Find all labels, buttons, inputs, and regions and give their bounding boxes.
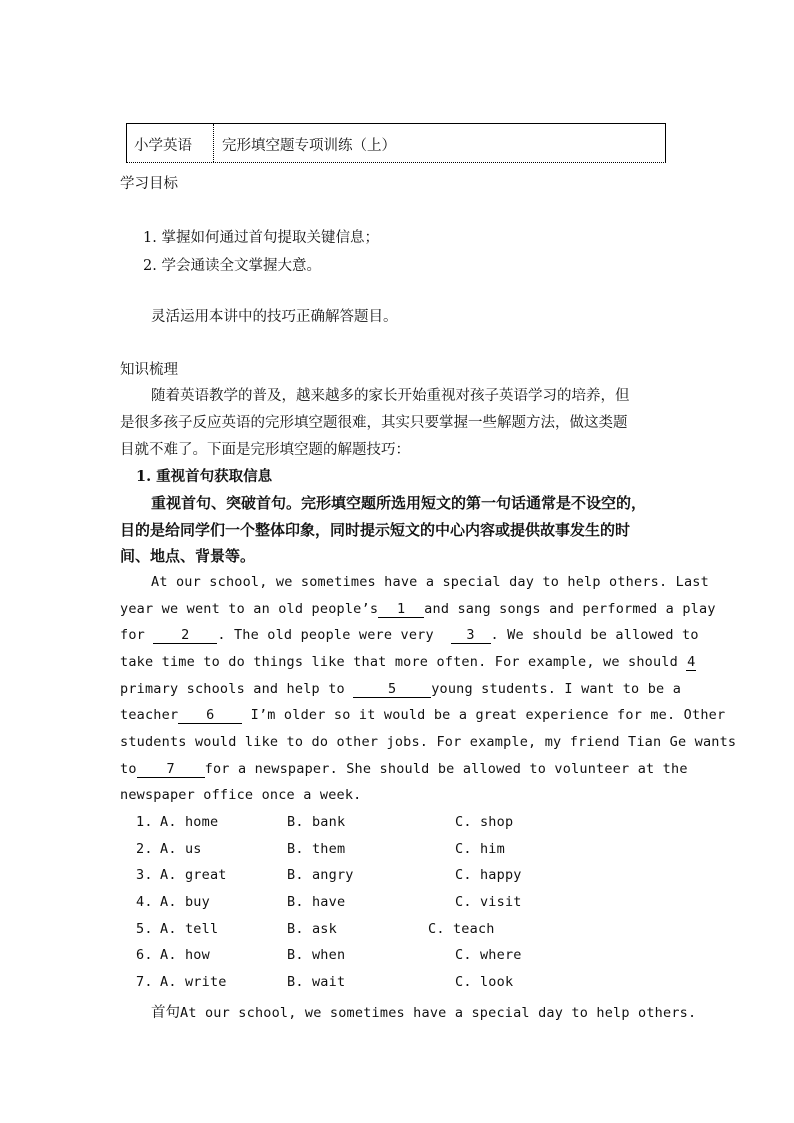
option-c: C. look — [455, 974, 514, 990]
option-a: A. write — [160, 974, 227, 990]
option-number: 7. — [136, 974, 153, 990]
option-a: A. tell — [160, 921, 219, 937]
header-divider — [213, 124, 214, 162]
option-a: A. great — [160, 867, 227, 883]
bold-para-line-2: 目的是给同学们一个整体印象，同时提示短文的中心内容或提供故事发生的时 — [120, 521, 631, 539]
passage-line: year we went to an old people’s 1 and sang songs and performed a play — [120, 601, 716, 617]
knowledge-para-line-1: 随着英语教学的普及，越来越多的家长开始重视对孩子英语学习的培养，但 — [151, 388, 630, 404]
objective-item-2: 2. 学会通读全文掌握大意。 — [143, 258, 321, 274]
option-b: B. when — [287, 947, 346, 963]
option-number: 1. — [136, 814, 153, 830]
option-b: B. have — [287, 894, 346, 910]
option-number: 2. — [136, 841, 153, 857]
header-table — [126, 123, 666, 163]
knowledge-para-line-3: 目就不难了。下面是完形填空题的解题技巧： — [120, 442, 410, 458]
lesson-title: 完形填空题专项训练（上） — [222, 138, 396, 154]
option-c: C. teach — [428, 921, 495, 937]
option-c: C. shop — [455, 814, 514, 830]
passage-line: students would like to do other jobs. For example, my friend Tian Ge wants — [120, 734, 737, 750]
objectives-heading: 学习目标 — [120, 176, 178, 192]
option-a: A. us — [160, 841, 202, 857]
option-number: 6. — [136, 947, 153, 963]
first-sentence-label: 首句 — [151, 1005, 180, 1021]
blank-1: 1 — [378, 602, 424, 618]
blank-3: 3 — [451, 628, 491, 644]
passage-line: primary schools and help to 5 young students. I want to be a — [120, 681, 682, 697]
option-number: 4. — [136, 894, 153, 910]
blank-2: 2 — [153, 628, 217, 644]
passage-line: teacher 6 I’m older so it would be a great experience for me. Other — [120, 707, 726, 723]
option-c: C. where — [455, 947, 522, 963]
passage-line: newspaper office once a week. — [120, 787, 362, 803]
section-title: 1. 重视首句获取信息 — [136, 468, 273, 485]
option-b: B. ask — [287, 921, 337, 937]
blank-7: 7 — [137, 762, 205, 778]
knowledge-para-line-2: 是很多孩子反应英语的完形填空题很难，其实只要掌握一些解题方法，做这类题 — [120, 415, 628, 431]
passage-line: for 2 . The old people were very 3 . We should be allowed to — [120, 627, 699, 643]
option-a: A. buy — [160, 894, 210, 910]
option-a: A. how — [160, 947, 210, 963]
passage-line: to 7 for a newspaper. She should be allowed to volunteer at the — [120, 761, 688, 777]
option-b: B. wait — [287, 974, 346, 990]
option-b: B. them — [287, 841, 346, 857]
bold-para-line-3: 间、地点、背景等。 — [120, 547, 256, 565]
option-number: 3. — [136, 867, 153, 883]
option-c: C. him — [455, 841, 505, 857]
knowledge-heading: 知识梳理 — [120, 362, 178, 378]
objective-item-1: 1. 掌握如何通过首句提取关键信息； — [143, 230, 379, 246]
option-b: B. bank — [287, 814, 346, 830]
passage-line: At our school, we sometimes have a special day to help others. Last — [151, 574, 709, 590]
subject-label: 小学英语 — [134, 138, 192, 154]
first-sentence — [151, 1001, 696, 1022]
option-number: 5. — [136, 921, 153, 937]
objectives-note: 灵活运用本讲中的技巧正确解答题目。 — [151, 309, 398, 325]
option-c: C. happy — [455, 867, 522, 883]
option-b: B. angry — [287, 867, 354, 883]
option-c: C. visit — [455, 894, 522, 910]
first-sentence-text: At our school, we sometimes have a special day to help others. — [180, 1005, 697, 1021]
blank-6: 6 — [178, 708, 242, 724]
passage-line: take time to do things like that more often. For example, we should 4 — [120, 654, 696, 670]
blank-5: 5 — [353, 682, 431, 698]
blank-4: 4 — [687, 654, 696, 670]
bold-para-line-1: 重视首句、突破首句。完形填空题所选用短文的第一句话通常是不设空的， — [151, 494, 647, 512]
option-a: A. home — [160, 814, 219, 830]
